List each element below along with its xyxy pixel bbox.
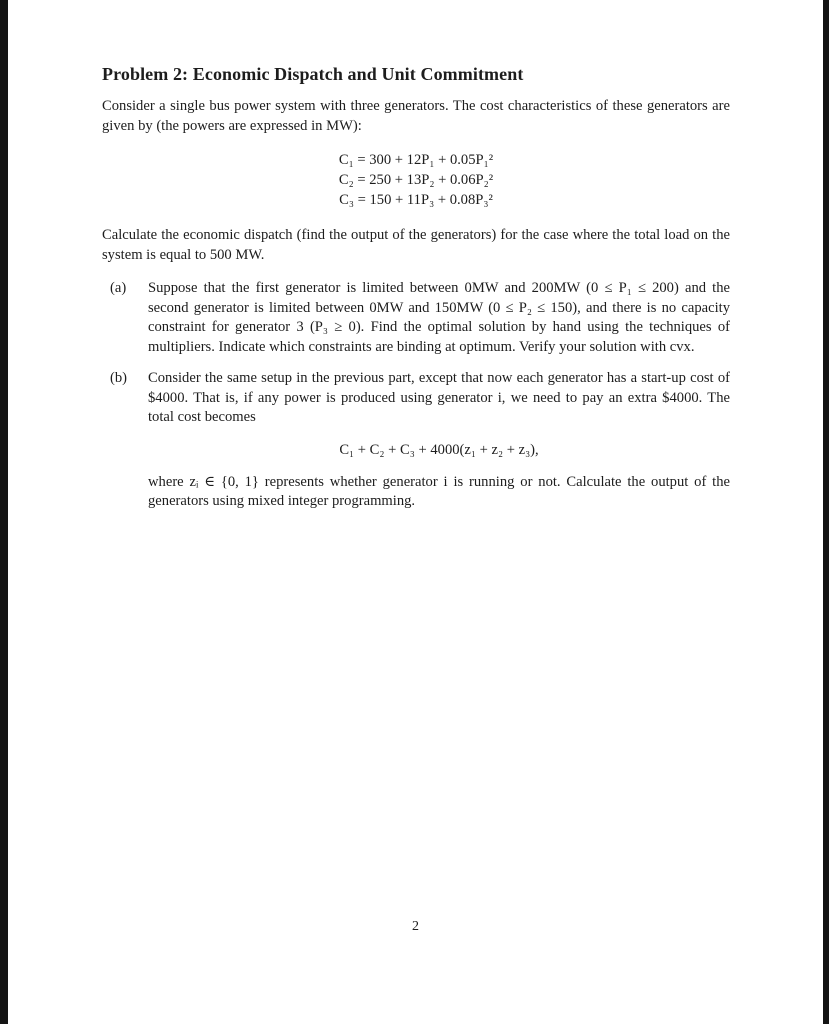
equation-c1: C₁ = 300 + 12P₁ + 0.05P₁²: [338, 152, 494, 168]
cost-equations: [102, 150, 730, 210]
part-a: [110, 279, 730, 357]
part-b-text: Consider the same setup in the previous part, except that now each generator has a start-up cost of $4000. That is, if any power is produced using generator i, we need to pay an extra $4000. The total cost becomes: [148, 370, 730, 425]
part-b: [110, 369, 730, 512]
document-page: [8, 0, 823, 1024]
equation-c2: C₂ = 250 + 13P₂ + 0.06P₂²: [338, 172, 494, 188]
equation-c3: C₃ = 150 + 11P₃ + 0.08P₃²: [339, 192, 493, 208]
task-paragraph: Calculate the economic dispatch (find the output of the generators) for the case where the total load on the system is equal to 500 MW.: [102, 227, 730, 263]
parts-list: [102, 279, 730, 512]
page-content: [102, 64, 730, 524]
part-a-text: Suppose that the first generator is limited between 0MW and 200MW (0 ≤ P₁ ≤ 200) and the second generator is limited between 0MW and 150MW (0 ≤ P₂ ≤ 150), and there is no capacity constraint for generator 3 (P₃ ≥ 0). Find the optimal solution by hand using the techniques of multipliers. Indicate which constraints are binding at optimum. Verify your solution with cvx.: [148, 280, 730, 355]
part-b-label: (b): [110, 370, 128, 386]
intro-paragraph: Consider a single bus power system with three generators. The cost characteristics of these generators are given by (the powers are expressed in MW):: [102, 98, 730, 134]
problem-title: Problem 2: Economic Dispatch and Unit Commitment: [102, 64, 524, 84]
right-frame-edge: [823, 0, 829, 1024]
left-frame-edge: [0, 0, 8, 1024]
part-b-followup: where zᵢ ∈ {0, 1} represents whether generator i is running or not. Calculate the output of the generators using mixed integer programming.: [148, 473, 730, 509]
page-number: 2: [412, 919, 419, 934]
part-a-label: (a): [110, 280, 127, 296]
total-cost-equation: C₁ + C₂ + C₃ + 4000(z₁ + z₂ + z₃),: [339, 441, 539, 458]
